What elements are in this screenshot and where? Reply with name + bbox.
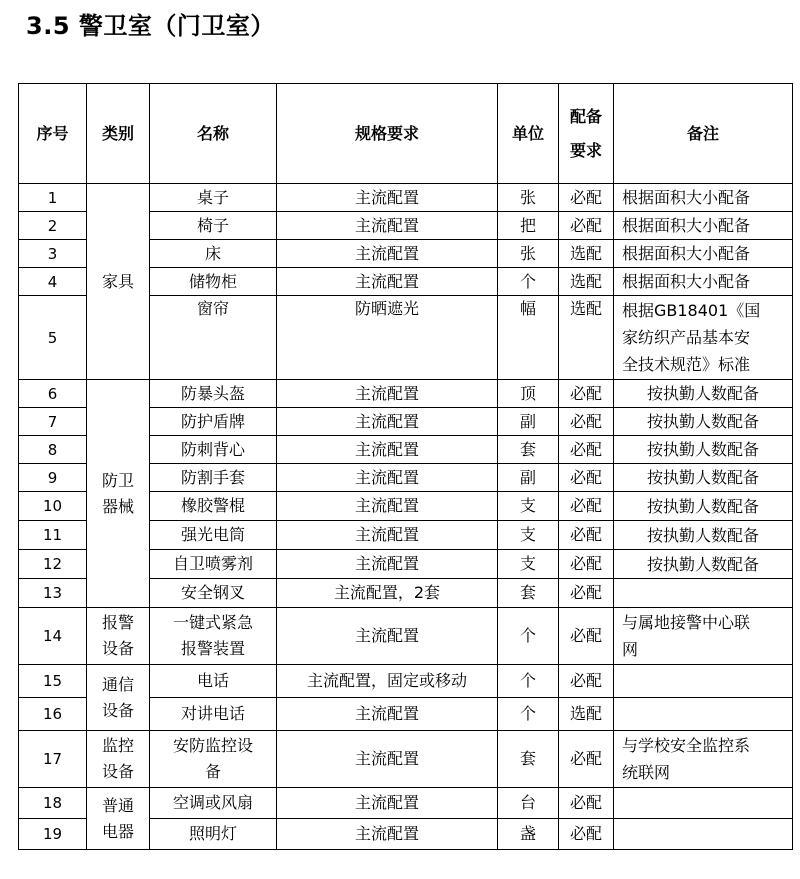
row-unit: 个 <box>498 665 559 698</box>
header-category: 类别 <box>87 84 150 184</box>
row-req: 必配 <box>559 819 614 850</box>
row-no: 14 <box>19 608 87 665</box>
row-note: 按执勤人数配备 <box>614 550 793 579</box>
row-no: 4 <box>19 268 87 296</box>
row-req: 必配 <box>559 579 614 608</box>
row-note: 根据面积大小配备 <box>614 268 793 296</box>
row-req: 选配 <box>559 268 614 296</box>
row-note: 按执勤人数配备 <box>614 464 793 492</box>
row-unit: 支 <box>498 550 559 579</box>
row-unit: 支 <box>498 521 559 550</box>
row-note: 按执勤人数配备 <box>614 436 793 464</box>
row-spec: 主流配置 <box>277 731 498 788</box>
row-no: 8 <box>19 436 87 464</box>
row-no: 7 <box>19 408 87 436</box>
row-name: 自卫喷雾剂 <box>150 550 277 579</box>
row-name: 防暴头盔 <box>150 380 277 408</box>
row-unit: 把 <box>498 212 559 240</box>
row-req: 必配 <box>559 731 614 788</box>
row-note: 与属地接警中心联 网 <box>614 608 793 665</box>
row-spec: 主流配置，2套 <box>277 579 498 608</box>
row-spec: 主流配置 <box>277 608 498 665</box>
row-unit: 套 <box>498 579 559 608</box>
header-name: 名称 <box>150 84 277 184</box>
row-no: 10 <box>19 492 87 521</box>
row-spec: 主流配置，固定或移动 <box>277 665 498 698</box>
header-unit: 单位 <box>498 84 559 184</box>
equipment-table <box>18 83 793 850</box>
table-row <box>19 184 793 212</box>
row-no: 6 <box>19 380 87 408</box>
row-name: 电话 <box>150 665 277 698</box>
row-req: 必配 <box>559 464 614 492</box>
row-name: 桌子 <box>150 184 277 212</box>
row-name: 床 <box>150 240 277 268</box>
row-req: 必配 <box>559 521 614 550</box>
row-name: 防护盾牌 <box>150 408 277 436</box>
row-no: 5 <box>19 296 87 380</box>
header-no: 序号 <box>19 84 87 184</box>
row-name: 防刺背心 <box>150 436 277 464</box>
row-name: 储物柜 <box>150 268 277 296</box>
row-name: 椅子 <box>150 212 277 240</box>
row-req: 必配 <box>559 665 614 698</box>
row-no: 16 <box>19 698 87 731</box>
row-note: 根据面积大小配备 <box>614 212 793 240</box>
row-spec: 主流配置 <box>277 212 498 240</box>
row-spec: 主流配置 <box>277 698 498 731</box>
row-note: 根据GB18401《国 家纺织产品基本安 全技术规范》标准 <box>614 296 793 380</box>
section-title: 3.5 警卫室（门卫室） <box>26 12 275 40</box>
row-spec: 主流配置 <box>277 436 498 464</box>
row-req: 必配 <box>559 436 614 464</box>
row-name: 空调或风扇 <box>150 788 277 819</box>
row-unit: 个 <box>498 268 559 296</box>
row-spec: 主流配置 <box>277 521 498 550</box>
row-note <box>614 819 793 850</box>
row-unit: 顶 <box>498 380 559 408</box>
row-unit: 个 <box>498 608 559 665</box>
table-row <box>19 608 793 665</box>
table-row <box>19 788 793 819</box>
header-spec: 规格要求 <box>277 84 498 184</box>
row-note: 按执勤人数配备 <box>614 408 793 436</box>
row-unit: 幅 <box>498 296 559 380</box>
header-row <box>19 84 793 184</box>
row-note <box>614 579 793 608</box>
category-cell: 通信 设备 <box>87 665 150 731</box>
row-spec: 主流配置 <box>277 184 498 212</box>
row-spec: 主流配置 <box>277 788 498 819</box>
row-unit: 副 <box>498 464 559 492</box>
row-note: 按执勤人数配备 <box>614 521 793 550</box>
row-spec: 主流配置 <box>277 550 498 579</box>
row-note: 根据面积大小配备 <box>614 240 793 268</box>
table-row <box>19 665 793 698</box>
row-name: 安全钢叉 <box>150 579 277 608</box>
row-spec: 主流配置 <box>277 492 498 521</box>
category-cell: 普通 电器 <box>87 788 150 850</box>
row-no: 9 <box>19 464 87 492</box>
row-note <box>614 788 793 819</box>
row-note <box>614 698 793 731</box>
row-no: 17 <box>19 731 87 788</box>
row-unit: 套 <box>498 731 559 788</box>
row-unit: 副 <box>498 408 559 436</box>
row-note <box>614 665 793 698</box>
row-name: 安防监控设 备 <box>150 731 277 788</box>
row-no: 3 <box>19 240 87 268</box>
row-no: 15 <box>19 665 87 698</box>
row-req: 必配 <box>559 608 614 665</box>
row-name: 强光电筒 <box>150 521 277 550</box>
row-spec: 主流配置 <box>277 464 498 492</box>
row-no: 13 <box>19 579 87 608</box>
row-req: 必配 <box>559 492 614 521</box>
row-no: 12 <box>19 550 87 579</box>
row-no: 19 <box>19 819 87 850</box>
row-unit: 张 <box>498 184 559 212</box>
row-req: 选配 <box>559 296 614 380</box>
row-note: 按执勤人数配备 <box>614 380 793 408</box>
row-name: 窗帘 <box>150 296 277 380</box>
row-note: 与学校安全监控系 统联网 <box>614 731 793 788</box>
row-req: 必配 <box>559 788 614 819</box>
row-name: 防割手套 <box>150 464 277 492</box>
row-req: 必配 <box>559 408 614 436</box>
row-unit: 个 <box>498 698 559 731</box>
category-cell: 报警 设备 <box>87 608 150 665</box>
row-unit: 张 <box>498 240 559 268</box>
row-name: 橡胶警棍 <box>150 492 277 521</box>
category-cell: 家具 <box>87 184 150 380</box>
row-unit: 支 <box>498 492 559 521</box>
row-spec: 主流配置 <box>277 380 498 408</box>
category-cell: 防卫 器械 <box>87 380 150 608</box>
row-spec: 主流配置 <box>277 268 498 296</box>
row-name: 对讲电话 <box>150 698 277 731</box>
row-unit: 套 <box>498 436 559 464</box>
row-spec: 防晒遮光 <box>277 296 498 380</box>
row-req: 选配 <box>559 698 614 731</box>
row-req: 必配 <box>559 550 614 579</box>
row-note: 按执勤人数配备 <box>614 492 793 521</box>
row-unit: 台 <box>498 788 559 819</box>
row-name: 一键式紧急 报警装置 <box>150 608 277 665</box>
header-requirement: 配备 要求 <box>559 84 614 184</box>
category-cell: 监控 设备 <box>87 731 150 788</box>
row-no: 11 <box>19 521 87 550</box>
row-req: 必配 <box>559 380 614 408</box>
table-row <box>19 380 793 408</box>
row-note: 根据面积大小配备 <box>614 184 793 212</box>
row-req: 必配 <box>559 184 614 212</box>
row-spec: 主流配置 <box>277 819 498 850</box>
row-no: 1 <box>19 184 87 212</box>
row-req: 选配 <box>559 240 614 268</box>
row-unit: 盏 <box>498 819 559 850</box>
row-spec: 主流配置 <box>277 408 498 436</box>
table-row <box>19 731 793 788</box>
row-no: 18 <box>19 788 87 819</box>
row-no: 2 <box>19 212 87 240</box>
row-req: 必配 <box>559 212 614 240</box>
row-spec: 主流配置 <box>277 240 498 268</box>
row-name: 照明灯 <box>150 819 277 850</box>
header-note: 备注 <box>614 84 793 184</box>
